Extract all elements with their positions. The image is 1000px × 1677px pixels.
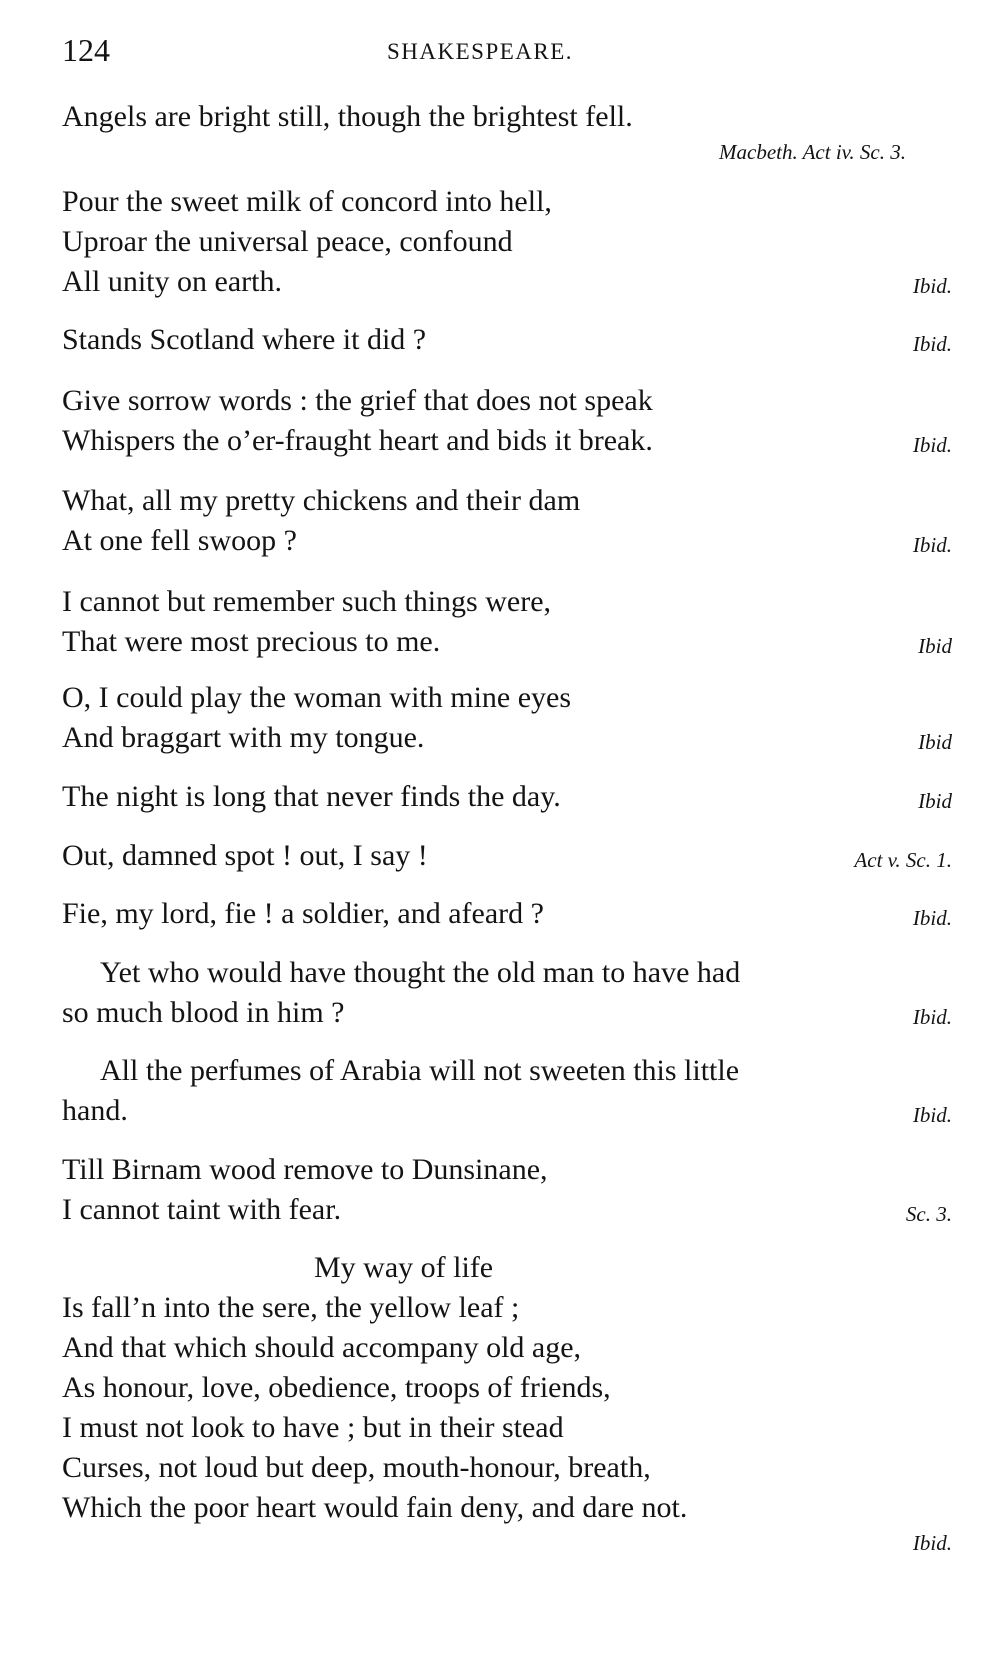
quote-line [62,718,952,758]
quote-line: All the perfumes of Arabia will not sweeten this little [100,1054,740,1087]
quote-line-text: I cannot taint with fear. [62,1193,342,1226]
quote-remember [62,582,952,662]
citation: Sc. 3. [905,1202,952,1226]
quote-woman [62,678,952,758]
quote-line: I cannot but remember such things were, [62,585,552,618]
quote-line-text: That were most precious to me. [62,625,441,658]
quote-arabia [62,1051,952,1131]
running-head: SHAKESPEARE. [387,39,574,64]
citation: Ibid [918,634,952,658]
quote-line: As honour, love, obedience, troops of friends, [62,1371,611,1404]
quote-line: Which the poor heart would fain deny, and dare not. [62,1491,688,1524]
quote-line: I must not look to have ; but in their stead [62,1411,564,1444]
quote-line-text: Whispers the o’er-fraught heart and bids it break. [62,424,653,457]
citation: Ibid. [912,1103,952,1127]
quote-line [62,521,952,561]
quote-line: Is fall’n into the sere, the yellow leaf ; [62,1291,520,1324]
citation: Ibid. [912,433,952,457]
quote-line-text: so much blood in him ? [62,996,345,1029]
quote-line-text: Out, damned spot ! out, I say ! [62,839,428,872]
quote-line: What, all my pretty chickens and their dam [62,484,581,517]
citation: Macbeth. Act iv. Sc. 3. [719,140,906,164]
quote-soldier [62,894,952,934]
quote-line [62,421,952,461]
page-number: 124 [62,32,110,68]
quote-scotland [62,320,952,360]
quote-line: Till Birnam wood remove to Dunsinane, [62,1153,548,1186]
quote-old-man [62,953,952,1033]
quote-line-text: At one fell swoop ? [62,524,297,557]
quote-night [62,777,952,817]
quote-line: My way of life [314,1251,494,1284]
citation: Ibid. [912,533,952,557]
citation: Act v. Sc. 1. [854,848,952,872]
quote-line: And that which should accompany old age, [62,1331,582,1364]
quote-concord [62,182,952,302]
quote-line: Pour the sweet milk of concord into hell, [62,185,552,218]
citation: Ibid. [912,332,952,356]
quote-line-text: And braggart with my tongue. [62,721,425,754]
quote-sorrow [62,381,952,461]
quote-line-text: Fie, my lord, fie ! a soldier, and afeard ? [62,897,544,930]
citation: Ibid. [912,906,952,930]
quote-line [62,894,952,934]
quote-line [62,836,952,876]
citation: Ibid. [912,1005,952,1029]
citation: Ibid [918,789,952,813]
quote-spot [62,836,952,876]
quote-way-of-life [62,1248,952,1558]
page-header [62,28,952,72]
quote-line [62,320,952,360]
quote-line: Angels are bright still, though the brightest fell. [62,100,633,133]
quote-line [62,1091,952,1131]
quote-line [62,777,952,817]
citation: Ibid [918,730,952,754]
quote-line [62,262,952,302]
quote-angels [62,97,952,167]
quote-line [62,1190,952,1230]
quote-chickens [62,481,952,561]
citation: Ibid. [912,274,952,298]
quote-line [62,993,952,1033]
citation: Ibid. [912,1531,952,1555]
quote-line: O, I could play the woman with mine eyes [62,681,572,714]
quote-line-text: The night is long that never finds the day. [62,780,561,813]
quote-line: Yet who would have thought the old man to have had [100,956,741,989]
quote-birnam [62,1150,952,1230]
quote-line-text: hand. [62,1094,128,1127]
quote-line [62,622,952,662]
quote-line: Curses, not loud but deep, mouth-honour, breath, [62,1451,651,1484]
quote-line: Give sorrow words : the grief that does not speak [62,384,653,417]
quote-line-text: Stands Scotland where it did ? [62,323,427,356]
quote-line-text: All unity on earth. [62,265,282,298]
quote-line: Uproar the universal peace, confound [62,225,513,258]
